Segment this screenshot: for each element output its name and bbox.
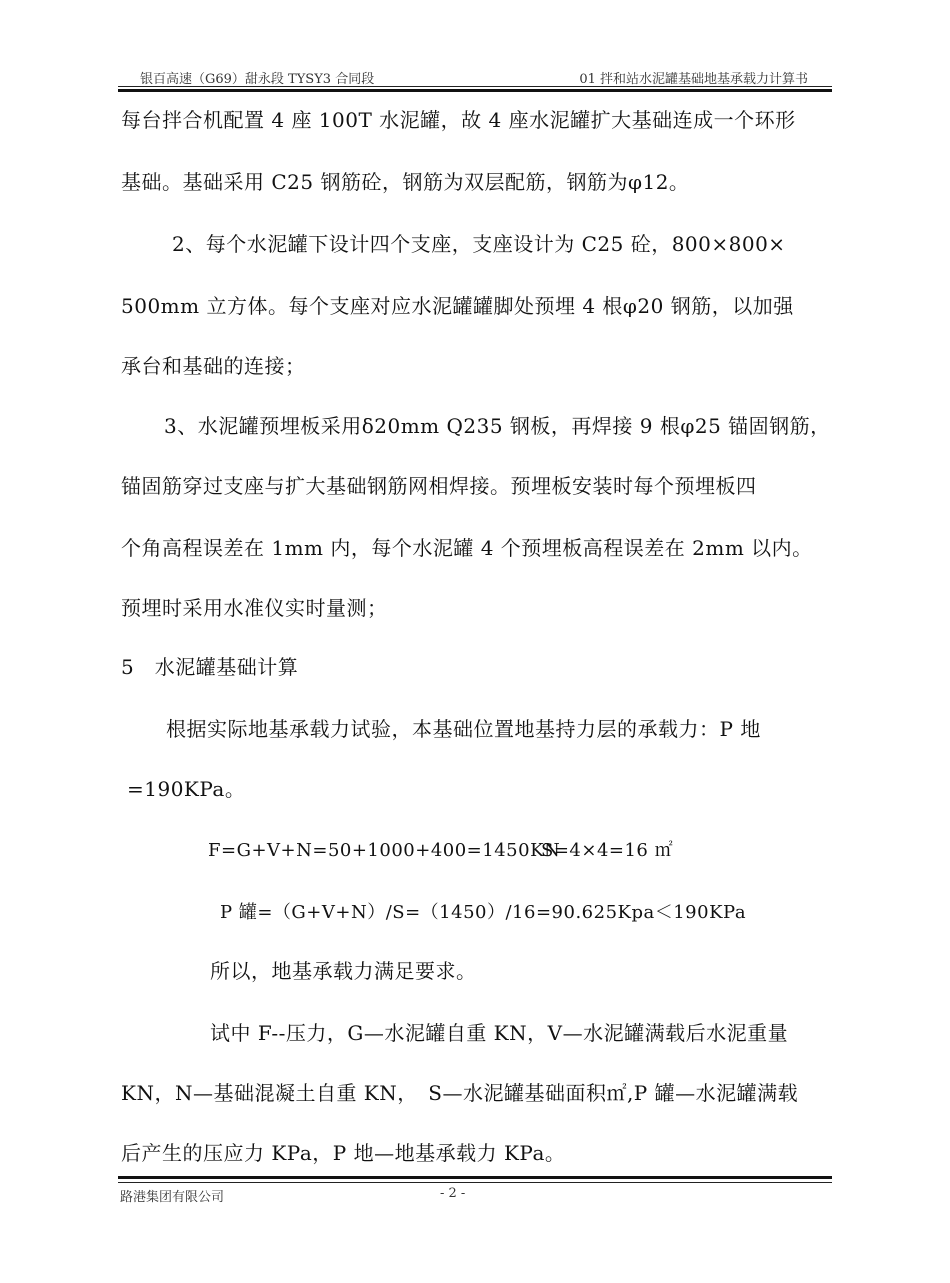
footer-rule-thick xyxy=(118,1176,832,1179)
body-line-1: 每台拌合机配置 4 座 100T 水泥罐，故 4 座水泥罐扩大基础连成一个环形 xyxy=(121,108,796,132)
body-line-2: 基础。基础采用 C25 钢筋砼，钢筋为双层配筋，钢筋为φ12。 xyxy=(121,170,690,194)
body-line-14: KN，N—基础混凝土自重 KN， S—水泥罐基础面积㎡,P 罐—水泥罐满载 xyxy=(121,1081,799,1105)
footer-rule-thin xyxy=(118,1182,832,1183)
formula-pressure: P 罐=（G+V+N）/S=（1450）/16=90.625Kpa＜190KPa xyxy=(220,902,747,923)
body-line-15: 后产生的压应力 KPa，P 地—地基承载力 KPa。 xyxy=(121,1141,566,1165)
footer-company: 路港集团有限公司 xyxy=(120,1190,225,1205)
section-heading-5: 5 水泥罐基础计算 xyxy=(121,655,299,679)
header-document-title: 01 拌和站水泥罐基础地基承载力计算书 xyxy=(579,72,808,87)
body-line-7: 锚固筋穿过支座与扩大基础钢筋网相焊接。预埋板安装时每个预埋板四 xyxy=(121,474,757,498)
body-line-8: 个角高程误差在 1mm 内，每个水泥罐 4 个预埋板高程误差在 2mm 以内。 xyxy=(121,536,813,560)
body-line-11: =190KPa。 xyxy=(127,777,246,801)
body-line-5: 承台和基础的连接； xyxy=(121,354,306,378)
body-line-9: 预埋时采用水准仪实时量测； xyxy=(121,596,388,620)
body-line-10: 根据实际地基承载力试验，本基础位置地基持力层的承载力：P 地 xyxy=(166,717,761,741)
page-number: - 2 - xyxy=(440,1186,466,1201)
page-footer xyxy=(118,1186,832,1206)
body-line-4: 500mm 立方体。每个支座对应水泥罐罐脚处预埋 4 根φ20 钢筋，以加强 xyxy=(121,294,794,318)
header-rule-thick xyxy=(118,89,832,92)
body-line-13: 试中 F--压力，G—水泥罐自重 KN，V—水泥罐满载后水泥重量 xyxy=(210,1021,789,1045)
formula-area: S=4×4=16 ㎡ xyxy=(541,840,674,861)
body-line-3: 2、每个水泥罐下设计四个支座，支座设计为 C25 砼，800×800× xyxy=(172,232,786,256)
body-line-6: 3、水泥罐预埋板采用δ20mm Q235 钢板，再焊接 9 根φ25 锚固钢筋， xyxy=(164,414,831,438)
header-project-name: 银百高速（G69）甜永段 TYSY3 合同段 xyxy=(140,72,375,87)
page-header xyxy=(118,66,832,86)
body-line-12: 所以，地基承载力满足要求。 xyxy=(210,959,477,983)
formula-force: F=G+V+N=50+1000+400=1450KN xyxy=(208,840,561,861)
header-rule-thin xyxy=(118,86,832,87)
